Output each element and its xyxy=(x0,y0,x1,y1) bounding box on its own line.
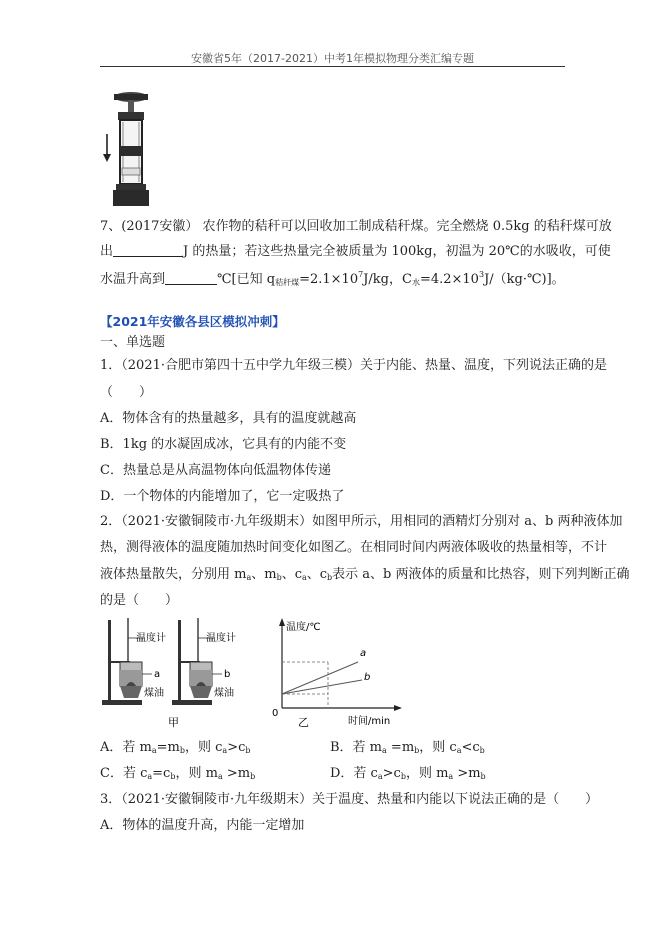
graph-line-b xyxy=(282,680,362,694)
q7-blank1[interactable] xyxy=(113,242,183,257)
graph-ylabel: 温度/℃ xyxy=(286,622,321,633)
page-header: 安徽省5年（2017-2021）中考1年模拟物理分类汇编专题 xyxy=(191,52,474,65)
q2-line2: 热，测得液体的温度随加热时间变化如图乙。在相同时间内两液体吸收的热量相等，不计 xyxy=(100,540,608,555)
apparatus-figure xyxy=(100,614,250,732)
q2-option-d[interactable]: D．若 $c_a>c_b$，则 $m_a >m_b$ xyxy=(330,766,486,781)
oil-label-left: 煤油 xyxy=(144,688,164,699)
thermometer-label-right: 温度计 xyxy=(206,633,236,644)
q1-option-a[interactable]: A．物体含有的热量越多，具有的温度就越高 xyxy=(100,411,357,426)
graph-line-a-label: a xyxy=(360,648,367,659)
q2-line3: 液体热量散失，分别用 $m_a$、$m_b$、$c_a$、$c_b$表示 a、b 两液体的质量和比热容，则下列判断正确 xyxy=(100,567,630,582)
q3-stem: 3．（2021·安徽铜陵市·九年级期末）关于温度、热量和内能以下说法正确的是（ ） xyxy=(100,792,599,807)
section-title: 【2021年安徽各县区模拟冲刺】 xyxy=(100,314,285,329)
caption-yi: 乙 xyxy=(298,716,309,729)
air-pump-figure xyxy=(100,88,160,210)
section-subtitle: 一、单选题 xyxy=(100,335,166,350)
q1-option-d[interactable]: D．一个物体的内能增加了，它一定吸热了 xyxy=(100,489,345,504)
oil-label-right: 煤油 xyxy=(214,688,234,699)
temperature-time-graph xyxy=(268,614,408,732)
q1-option-c[interactable]: C．热量总是从高温物体向低温物体传递 xyxy=(100,463,331,478)
graph-line-a xyxy=(282,662,358,694)
q7-line3: 水温升高到 ℃[已知 $q_{秸秆煤}=2.1\times 10^7J/kg$，$C_水=4.2\times 10^3J/(kg\cdot℃)$]。 xyxy=(100,270,565,287)
graph-origin: 0 xyxy=(272,708,279,719)
q7-line1: 7、(2017安徽） 农作物的秸秆可以回收加工制成秸秆煤。完全燃烧 0.5kg 的秸秆煤可放 xyxy=(100,219,612,234)
q7-line2: 出 J 的热量；若这些热量完全被质量为 100kg，初温为 20℃的水吸收，可使 xyxy=(100,244,611,259)
caption-jia: 甲 xyxy=(168,716,179,729)
q7-blank2[interactable] xyxy=(165,270,217,285)
q3-option-a[interactable]: A．物体的温度升高，内能一定增加 xyxy=(100,818,305,833)
q2-option-b[interactable]: B．若 $m_a =m_b$，则 $c_a<c_b$ xyxy=(330,740,485,755)
header-rule xyxy=(100,66,565,67)
q2-line4: 的是（ ） xyxy=(100,593,179,608)
q1-option-b[interactable]: B．1kg 的水凝固成冰，它具有的内能不变 xyxy=(100,437,347,452)
q2-option-a[interactable]: A．若 $m_a=m_b$，则 $c_a>c_b$ xyxy=(100,740,251,755)
q1-stem: 1．（2021·合肥市第四十五中学九年级三模）关于内能、热量、温度，下列说法正确的是 xyxy=(100,358,607,373)
liquid-label-b: b xyxy=(224,669,231,680)
thermometer-label-left: 温度计 xyxy=(136,633,166,644)
liquid-label-a: a xyxy=(154,669,161,680)
q2-line1: 2．（2021·安徽铜陵市·九年级期末）如图甲所示，用相同的酒精灯分别对 a、b 两种液体加 xyxy=(100,514,623,529)
q2-option-c[interactable]: C．若 $c_a=c_b$，则 $m_a >m_b$ xyxy=(100,766,256,781)
q1-paren: （ ） xyxy=(100,385,153,400)
graph-xlabel: 时间/min xyxy=(348,716,391,727)
graph-line-b-label: b xyxy=(364,672,371,683)
